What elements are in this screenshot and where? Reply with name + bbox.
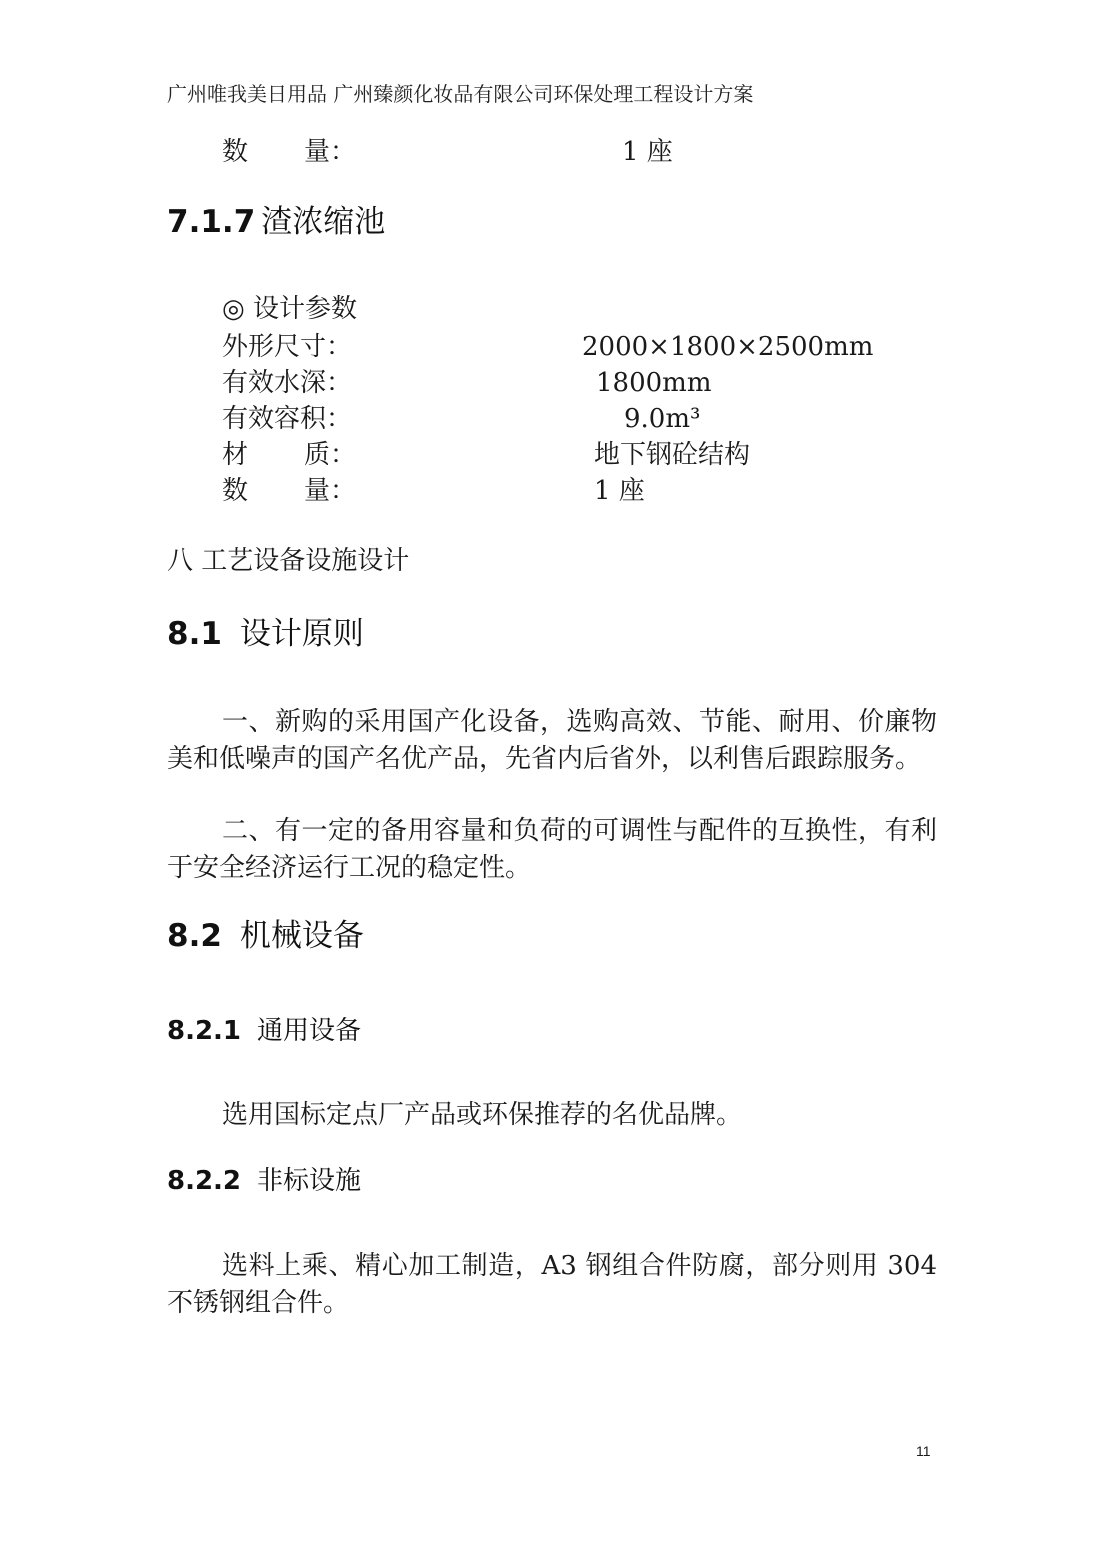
section-title: 设计原则: [239, 616, 364, 652]
top-quantity-value: 1 座: [622, 137, 673, 167]
param-label-quantity: [222, 473, 356, 509]
param-label-material: [222, 437, 356, 473]
label-char-a: 数: [222, 476, 249, 506]
label-char-b: 质：: [304, 440, 357, 470]
paragraph-8-1-second: 二、有一定的备用容量和负荷的可调性与配件的互换性，有利于安全经济运行工况的稳定性。: [167, 816, 937, 883]
label-char-b: 量：: [304, 137, 357, 167]
section-number: 8.2: [167, 918, 222, 954]
section-number: 8.2.2: [167, 1166, 242, 1196]
section-heading-7-1-7: [167, 196, 385, 241]
section-number: 8.1: [167, 616, 222, 652]
section-title: 非标设施: [257, 1166, 362, 1196]
label-char-a: 数: [222, 137, 249, 167]
paragraph-8-1-first: 一、新购的采用国产化设备，选购高效、节能、耐用、价廉物美和低噪声的国产名优产品，先省内后省外，以利售后跟踪服务。: [167, 707, 937, 774]
section-heading-8-2-1: [167, 1010, 361, 1047]
section-title: 机械设备: [239, 918, 364, 954]
page-header: 广州唯我美日用品 广州臻颜化妆品有限公司环保处理工程设计方案: [167, 82, 754, 106]
page-number: 11: [916, 1443, 931, 1459]
params-heading: ◎ 设计参数: [222, 294, 357, 324]
section-title: 通用设备: [257, 1016, 362, 1046]
param-value-depth: 1800mm: [596, 368, 712, 398]
section-number: 8.2.1: [167, 1016, 242, 1046]
section-number: 7.1.7: [167, 204, 256, 240]
section-title: 渣浓缩池: [261, 204, 386, 240]
param-label-depth: 有效水深：: [222, 368, 353, 398]
paragraph-8-2-2: 选料上乘、精心加工制造，A3 钢组合件防腐，部分则用 304 不锈钢组合件。: [167, 1251, 937, 1318]
param-value-size: 2000×1800×2500mm: [582, 332, 874, 362]
param-value-quantity: 1 座: [594, 476, 645, 506]
section-heading-8-1: [167, 608, 364, 653]
param-value-volume: 9.0m³: [624, 404, 701, 434]
label-char-b: 量：: [304, 476, 357, 506]
param-label-volume: 有效容积：: [222, 404, 353, 434]
paragraph-8-2-1: 选用国标定点厂产品或环保推荐的名优品牌。: [222, 1100, 743, 1130]
param-label-size: 外形尺寸：: [222, 332, 353, 362]
label-char-a: 材: [222, 440, 249, 470]
section-heading-8-2-2: [167, 1160, 361, 1197]
top-quantity-label: [222, 134, 356, 170]
param-value-material: 地下钢砼结构: [594, 440, 751, 470]
chapter-heading-8: 八 工艺设备设施设计: [167, 546, 410, 576]
section-heading-8-2: [167, 910, 364, 955]
